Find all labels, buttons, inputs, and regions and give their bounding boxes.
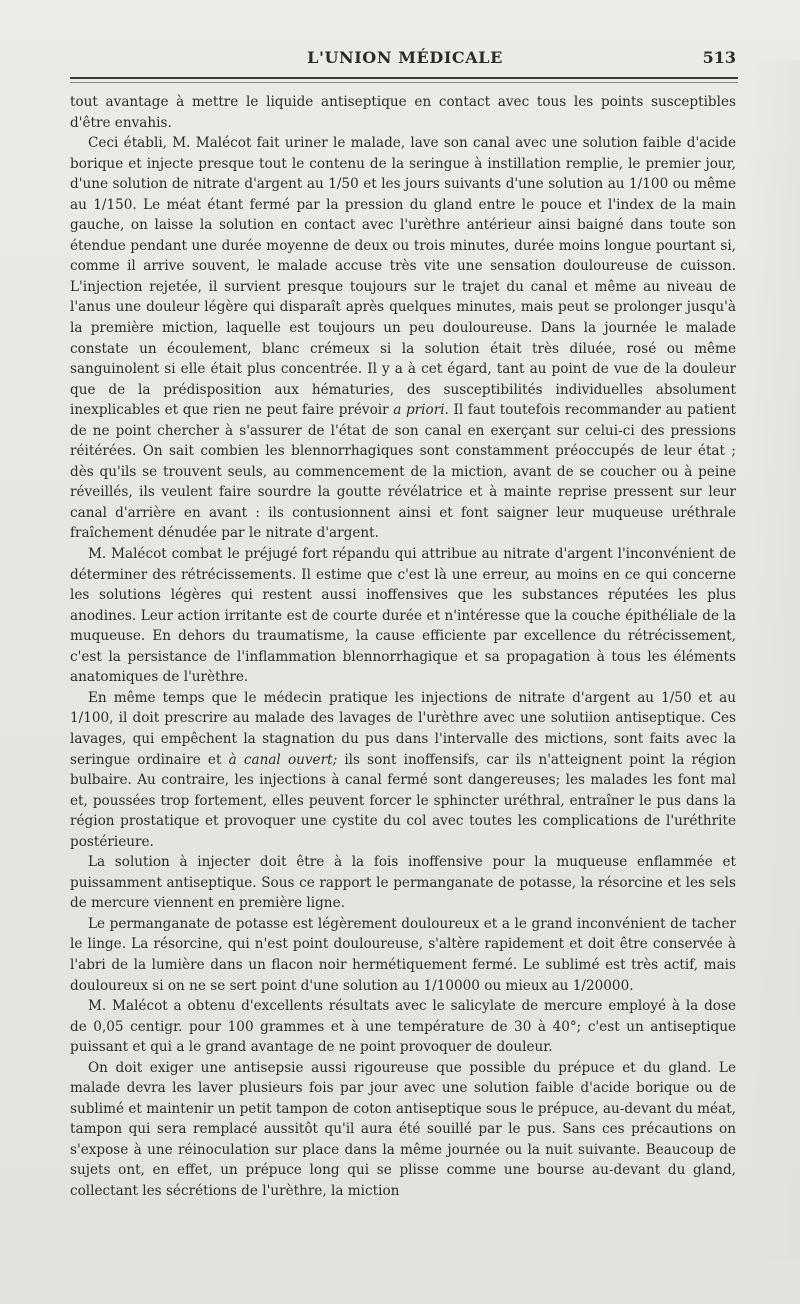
page-edge-shadow: [748, 60, 800, 1260]
paragraph-text: La solution à injecter doit être à la fois inoffensive pour la muqueuse enflammée et puissamment antiseptique. Sous ce rapport le permanganate de potasse, la résorcine et les sels de mercure viennent en première ligne.: [70, 854, 736, 912]
paragraph: [70, 1058, 736, 1202]
paragraph: [70, 92, 736, 133]
header-rule-thin: [70, 82, 738, 83]
paragraph: [70, 544, 736, 688]
paragraph-text: tout avantage à mettre le liquide antiseptique en contact avec tous les points susceptibles d'être envahis.: [70, 94, 736, 131]
paragraph-text: ils sont inoffensifs, car ils n'atteignent point la région bulbaire. Au contraire, les injections à canal fermé sont dangereuses; les malades les font mal et, poussées trop fortement, elles peuvent forcer le sphincter uréthral, entraîner le pus dans la région prostatique et provoquer une cystite du col avec toutes les complications de l'uréthrite postérieure.: [70, 751, 736, 850]
paragraph: [70, 688, 736, 852]
header-rule: [70, 77, 738, 79]
paragraph: [70, 996, 736, 1058]
italic-text: a priori: [393, 402, 445, 419]
paragraph-text: Le permanganate de potasse est légèrement douloureux et a le grand inconvénient de tacher le linge. La résorcine, qui n'est point douloureuse, s'altère rapidement et doit être conservée à l'abri de la lumière dans un flacon noir hermétiquement fermé. Le sublimé est très actif, mais douloureux si on ne se sert point d'une solution au 1/10000 ou mieux au 1/20000.: [70, 915, 736, 994]
paragraph-text: . Il faut toutefois recommander au patient de ne point chercher à s'assurer de l'état de son canal en exerçant sur celui-ci des pressions réitérées. On sait combien les blennorrhagiques sont constamment préoccupés de leur état ; dès qu'ils se trouvent seuls, au commencement de la miction, avant de se coucher ou à peine réveillés, ils veulent faire sourdre la goutte révélatrice et à mainte reprise pressent sur leur canal d'arrière en avant : ils contusionnent ainsi et font saigner leur muqueuse uréthrale fraîchement dénudée par le nitrate d'argent.: [70, 402, 736, 542]
paragraph-text: Ceci établi, M. Malécot fait uriner le malade, lave son canal avec une solution faible d'acide borique et injecte presque tout le contenu de la seringue à instillation remplie, le premier jour, d'une solution de nitrate d'argent au 1/50 et les jours suivants d'une solution au 1/100 ou même au 1/150. Le méat étant fermé par la pression du gland entre le pouce et l'index de la main gauche, on laisse la solution en contact avec l'urèthre antérieur ainsi baigné dans toute son étendue pendant une durée moyenne de deux ou trois minutes, durée moins longue pourtant si, comme il arrive souvent, le malade accuse très vite une sensation douloureuse de cuisson. L'injection rejetée, il survient presque toujours sur le trajet du canal et même au niveau de l'anus une douleur légère qui disparaît après quelques minutes, mais peut se prolonger jusqu'à la première miction, laquelle est toujours un peu douloureuse. Dans la journée le malade constate un écoulement, blanc crémeux si la solution était très diluée, rosé ou même sanguinolent si elle était plus concentrée. Il y a à cet égard, tant au point de vue de la douleur que de la prédisposition aux hématuries, des susceptibilités individuelles absolument inexplicables et que rien ne peut faire prévoir: [70, 135, 736, 419]
paragraph-text: On doit exiger une antisepsie aussi rigoureuse que possible du prépuce et du gland. Le malade devra les laver plusieurs fois par jour avec une solution faible d'acide borique ou de sublimé et maintenir un petit tampon de coton antiseptique sous le prépuce, au-devant du méat, tampon qui sera remplacé aussitôt qu'il aura été souillé par le pus. Sans ces précautions on s'expose à une réinoculation sur place dans la même journée ou la nuit suivante. Beaucoup de sujets ont, en effet, un prépuce long qui se plisse comme une bourse au-devant du gland, collectant les sécrétions de l'urèthre, la miction: [70, 1059, 736, 1199]
paragraph: [70, 852, 736, 914]
journal-title: L'UNION MÉDICALE: [307, 48, 503, 67]
paragraph-text: M. Malécot a obtenu d'excellents résultats avec le salicylate de mercure employé à la dose de 0,05 centigr. pour 100 grammes et à une température de 30 à 40°; c'est un antiseptique puissant et qui a le grand avantage de ne point provoquer de douleur.: [70, 998, 736, 1056]
page-number: 513: [702, 48, 736, 67]
paragraph-text: M. Malécot combat le préjugé fort répandu qui attribue au nitrate d'argent l'inconvénient de déterminer des rétrécissements. Il estime que c'est là une erreur, au moins en ce qui concerne les solutions légères qui restent aussi inoffensives que les substances réputées les plus anodines. Leur action irritante est de courte durée et n'intéresse que la couche épithéliale de la muqueuse. En dehors du traumatisme, la cause efficiente par excellence du rétrécissement, c'est la persistance de l'inflammation blennorrhagique et sa propagation à tous les éléments anatomiques de l'urèthre.: [70, 546, 736, 686]
article-body: [70, 92, 736, 1202]
paragraph: [70, 133, 736, 544]
paragraph: [70, 914, 736, 996]
page-header: [70, 44, 740, 74]
italic-text: à canal ouvert;: [228, 751, 338, 768]
paragraph-text: En même temps que le médecin pratique les injections de nitrate d'argent au 1/50 et au 1/100, il doit prescrire au malade des lavages de l'urèthre avec une solutiion antiseptique. Ces lavages, qui empêchent la stagnation du pus dans l'intervalle des mictions, sont faits avec la seringue ordinaire et: [70, 689, 736, 768]
